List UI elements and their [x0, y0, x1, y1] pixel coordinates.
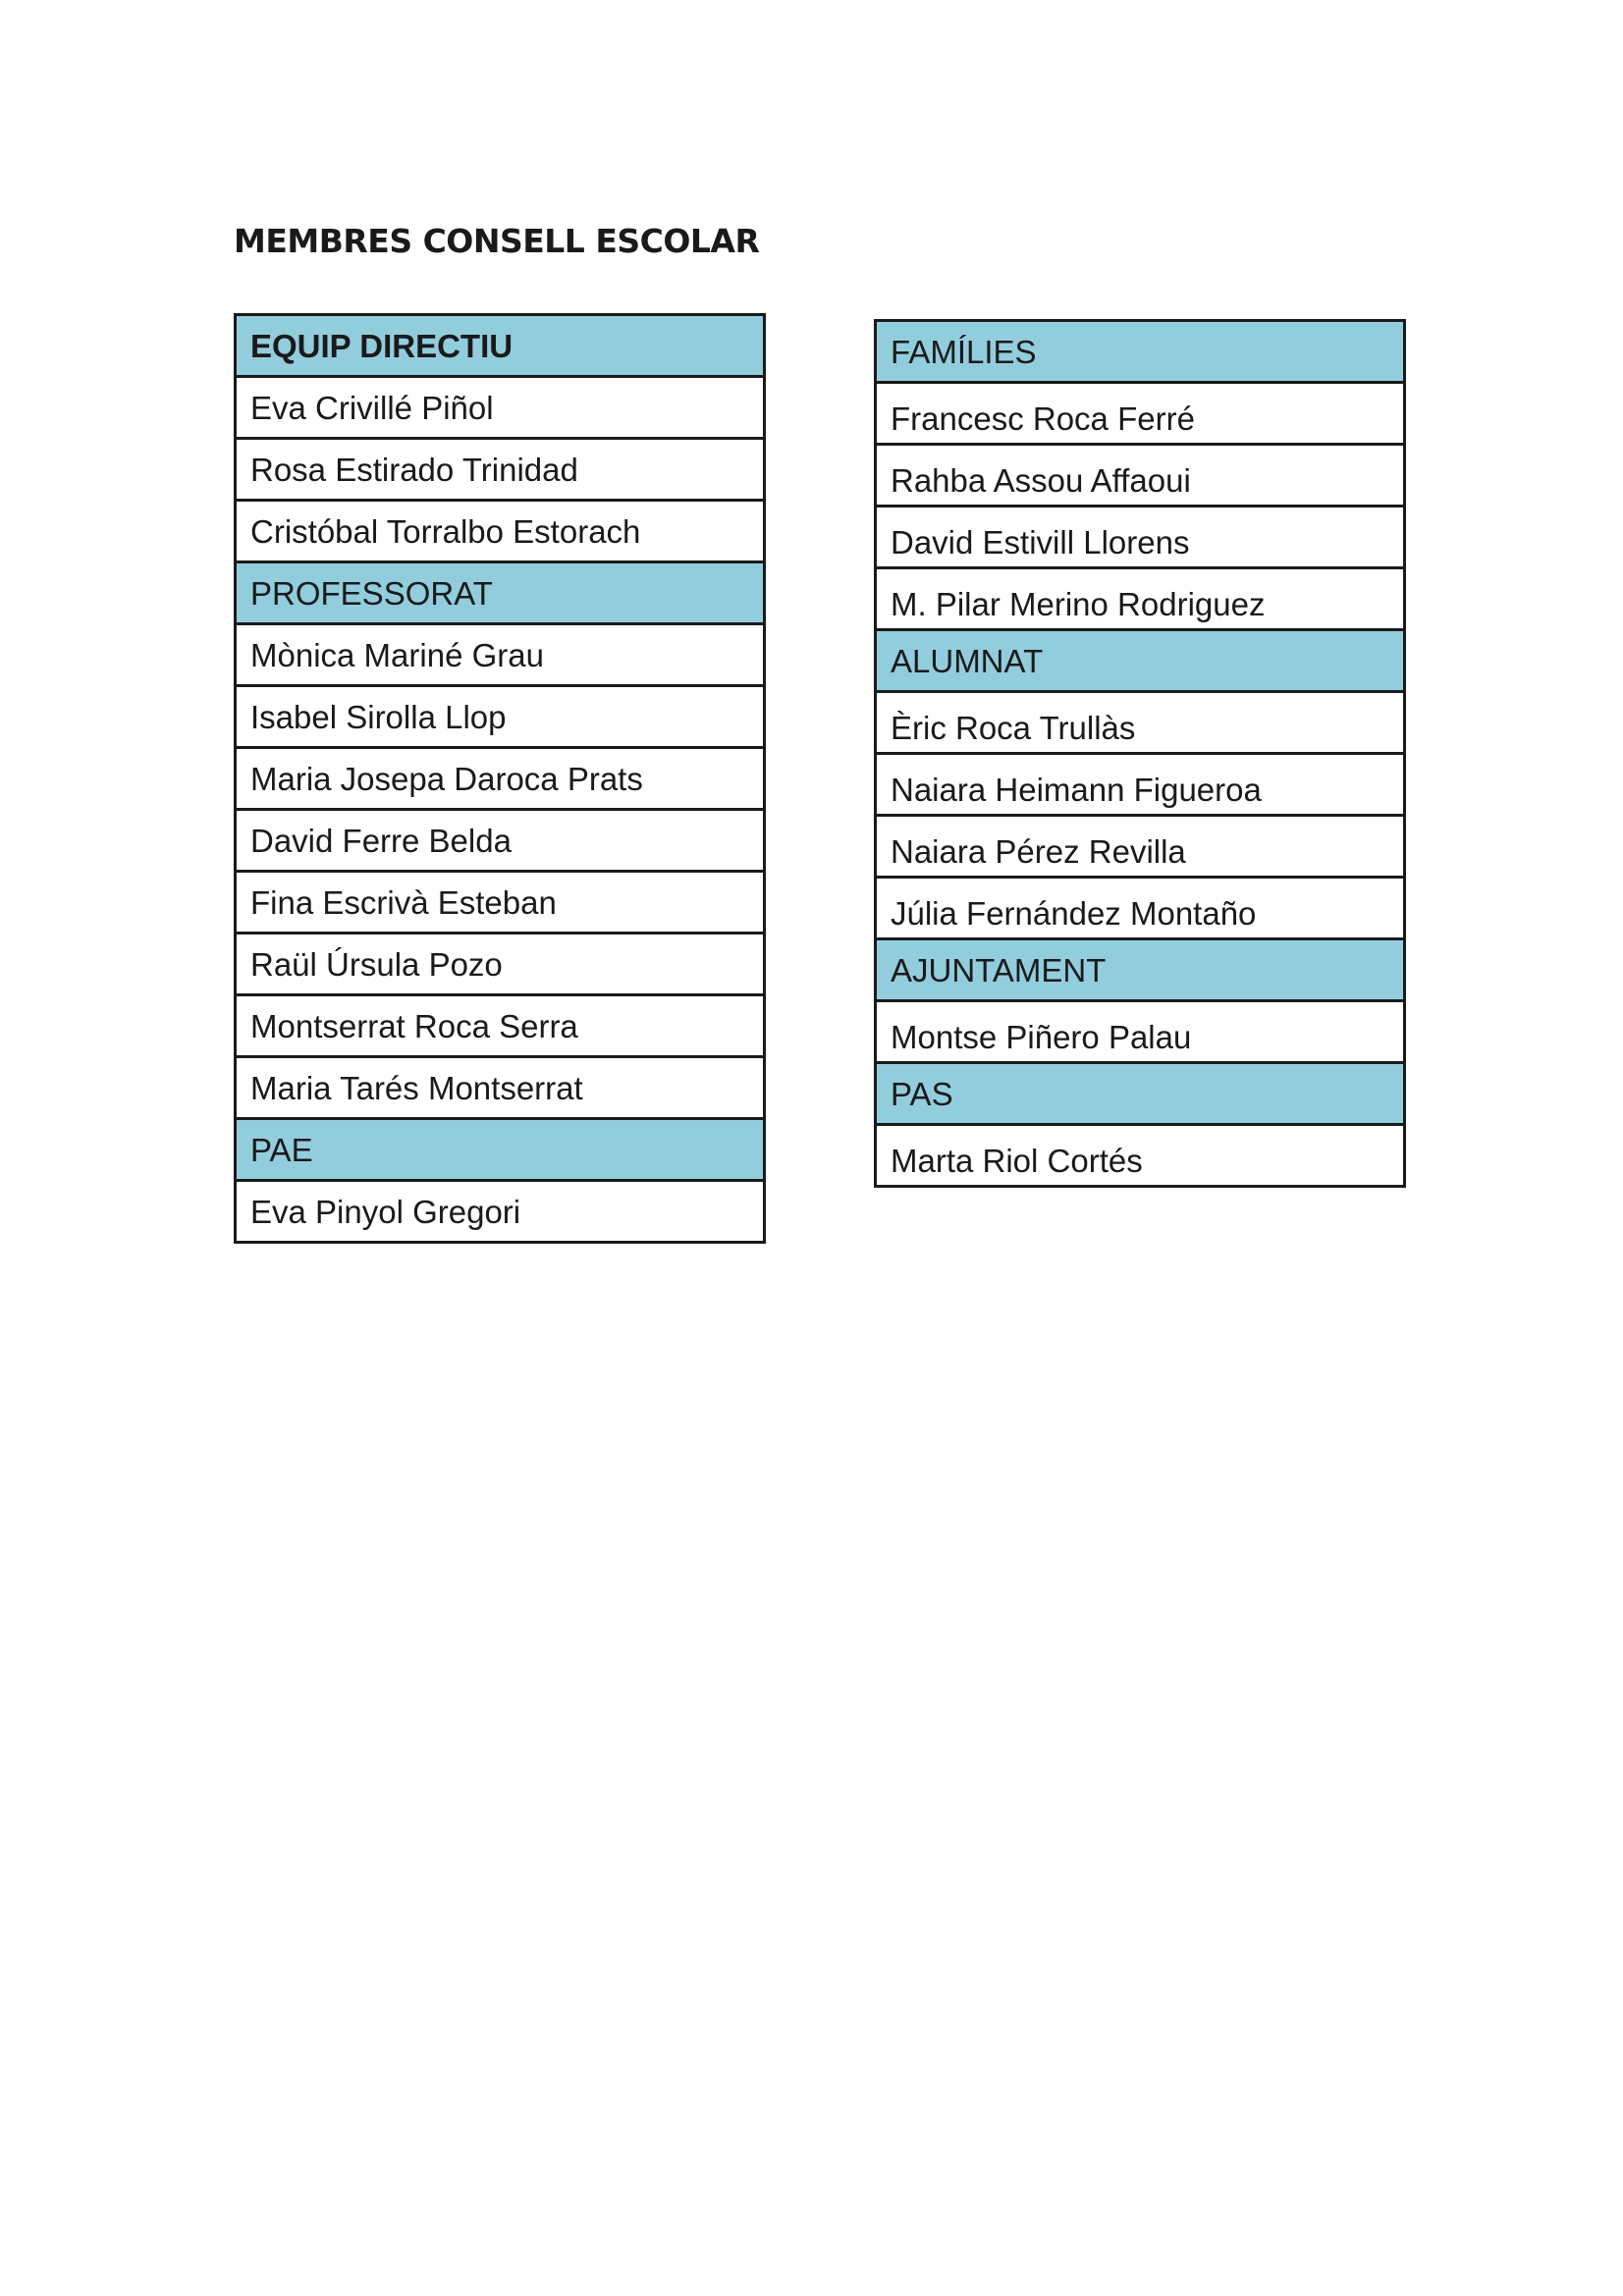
member-row — [236, 439, 765, 501]
member-name: Montse Piñero Palau — [876, 1001, 1405, 1063]
member-name: Naiara Heimann Figueroa — [876, 754, 1405, 816]
section-heading: FAMÍLIES — [876, 321, 1405, 383]
member-name: Fina Escrivà Esteban — [236, 872, 765, 934]
section-header-professorat — [236, 562, 765, 624]
member-name: Naiara Pérez Revilla — [876, 816, 1405, 878]
section-heading: EQUIP DIRECTIU — [236, 315, 765, 377]
section-heading: PAE — [236, 1119, 765, 1181]
member-row — [236, 810, 765, 872]
member-row — [236, 934, 765, 995]
section-heading: ALUMNAT — [876, 630, 1405, 692]
member-name: M. Pilar Merino Rodriguez — [876, 568, 1405, 630]
member-name: Maria Josepa Daroca Prats — [236, 748, 765, 810]
member-row — [236, 995, 765, 1057]
member-row — [876, 507, 1405, 568]
section-heading: PAS — [876, 1063, 1405, 1125]
member-row — [236, 377, 765, 439]
member-name: Raül Úrsula Pozo — [236, 934, 765, 995]
member-name: Montserrat Roca Serra — [236, 995, 765, 1057]
section-header-alumnat — [876, 630, 1405, 692]
member-row — [236, 624, 765, 686]
section-header-pae — [236, 1119, 765, 1181]
left-members-table — [234, 313, 766, 1244]
member-row — [236, 501, 765, 562]
member-row — [876, 816, 1405, 878]
member-name: Rahba Assou Affaoui — [876, 445, 1405, 507]
section-heading: PROFESSORAT — [236, 562, 765, 624]
member-row — [876, 1125, 1405, 1187]
member-name: Francesc Roca Ferré — [876, 383, 1405, 445]
member-row — [236, 748, 765, 810]
member-row — [236, 686, 765, 748]
member-row — [876, 692, 1405, 754]
member-name: Marta Riol Cortés — [876, 1125, 1405, 1187]
member-name: Èric Roca Trullàs — [876, 692, 1405, 754]
member-name: Júlia Fernández Montaño — [876, 878, 1405, 939]
member-name: David Estivill Llorens — [876, 507, 1405, 568]
member-name: Eva Pinyol Gregori — [236, 1181, 765, 1243]
section-header-families — [876, 321, 1405, 383]
member-name: Isabel Sirolla Llop — [236, 686, 765, 748]
member-name: David Ferre Belda — [236, 810, 765, 872]
member-row — [876, 878, 1405, 939]
member-row — [236, 1057, 765, 1119]
member-name: Maria Tarés Montserrat — [236, 1057, 765, 1119]
member-name: Eva Crivillé Piñol — [236, 377, 765, 439]
section-header-ajuntament — [876, 939, 1405, 1001]
member-row — [876, 383, 1405, 445]
member-row — [876, 568, 1405, 630]
member-row — [236, 872, 765, 934]
section-heading: AJUNTAMENT — [876, 939, 1405, 1001]
member-row — [876, 445, 1405, 507]
member-name: Rosa Estirado Trinidad — [236, 439, 765, 501]
member-row — [876, 1001, 1405, 1063]
section-header-equip-directiu — [236, 315, 765, 377]
member-row — [236, 1181, 765, 1243]
section-header-pas — [876, 1063, 1405, 1125]
right-members-table — [874, 319, 1406, 1188]
member-name: Cristóbal Torralbo Estorach — [236, 501, 765, 562]
member-row — [876, 754, 1405, 816]
member-name: Mònica Mariné Grau — [236, 624, 765, 686]
page-title: MEMBRES CONSELL ESCOLAR — [234, 222, 760, 260]
